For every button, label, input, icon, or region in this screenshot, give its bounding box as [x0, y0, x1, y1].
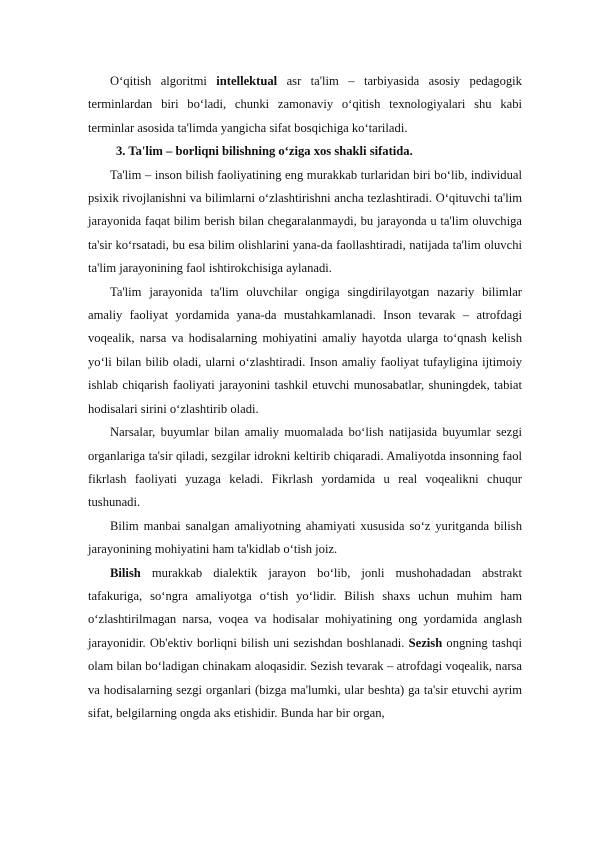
text-run: Narsalar, buyumlar bilan amaliy muomalada bo‘lish natijasida buyumlar sezgi organlariga ta'sir qiladi, sezgilar idrokni keltirib chiqaradi. Amaliyotda insonning faol fikrlash faoliyati yuzaga keladi. Fikrlash yordamida u real voqealikni chuqur tushunadi.: [88, 425, 522, 510]
text-run: murakkab dialektik jarayon bo‘lib, jonli mushohadadan abstrakt tafakuriga, so‘ngra amaliyotga o‘tish yo‘lidir. Bilish shaxs uchun muhim ham o‘zlashtirilmagan narsa, voqea va hodisalar mohiyatining ong yordamida anglash jarayonidir. Ob'ektiv borliqni bilish uni sezishdan boshlanadi.: [88, 565, 522, 650]
text-run: Ta'lim – inson bilish faoliyatining eng murakkab turlaridan biri bo‘lib, individual psixik rivojlanishni va bilimlarni o‘zlashtirishni ancha tezlashtiradi. O‘qituvchi ta'lim jarayonida faqat bilim berish bilan chegaralanmaydi, bu jarayonda u ta'lim oluvchiga ta'sir ko‘rsatadi, bu esa bilim olishlarini yana-da faollashtiradi, natijada ta'lim oluvchi ta'lim jarayonining faol ishtirokchisiga aylanadi.: [88, 167, 522, 276]
paragraph: [88, 515, 522, 562]
text-run: Bilim manbai sanalgan amaliyotning ahamiyati xususida so‘z yuritganda bilish jarayonining mohiyatini ham ta'kidlab o‘tish joiz.: [88, 518, 522, 557]
section-heading: [88, 140, 522, 163]
paragraph: [88, 70, 522, 140]
text-run: Ta'lim jarayonida ta'lim oluvchilar ongiga singdirilayotgan nazariy bilimlar amaliy faoliyat yordamida yana-da mustahkamlanadi. Inson tevarak – atrofdagi voqealik, narsa va hodisalarning mohiyatini amaliy hayotda ularga to‘qnash kelish yo‘li bilan bilib oladi, ularni o‘zlashtiradi. Inson amaliy faoliyat tufayligina ijtimoiy ishlab chiqarish faoliyati jarayonini tashkil etuvchi munosabatlar, shuningdek, tabiat hodisalari sirini o‘zlashtirib oladi.: [88, 284, 522, 416]
text-run: O‘qitish algoritmi: [110, 74, 217, 88]
document-body: [88, 70, 522, 725]
text-run: asr ta'lim – tarbiyasida asosiy pedagogik terminlardan biri bo‘ladi, chunki zamonaviy o‘qitish texnologiyalari shu kabi terminlar asosida ta'limda yangicha sifat bosqichiga ko‘tariladi.: [88, 74, 522, 135]
bold-term-sezish: Sezish: [408, 635, 443, 650]
paragraph: [88, 281, 522, 421]
text-run: ongning tashqi olam bilan bo‘ladigan chinakam aloqasidir. Sezish tevarak – atrofdagi voqealik, narsa va hodisalarning sezgi organlari (bizga ma'lumki, ular beshta) ga ta'sir etuvchi ayrim sifat, belgilarning ongda aks etishidir. Bunda har bir organ,: [88, 635, 522, 720]
bold-term-bilish: Bilish: [110, 565, 141, 580]
paragraph: [88, 421, 522, 515]
paragraph: [88, 562, 522, 726]
paragraph: [88, 164, 522, 281]
bold-term-intellektual: intellektual: [216, 74, 278, 88]
heading-text: 3. Ta'lim – borliqni bilishning o‘ziga xos shakli sifatida.: [116, 144, 413, 159]
